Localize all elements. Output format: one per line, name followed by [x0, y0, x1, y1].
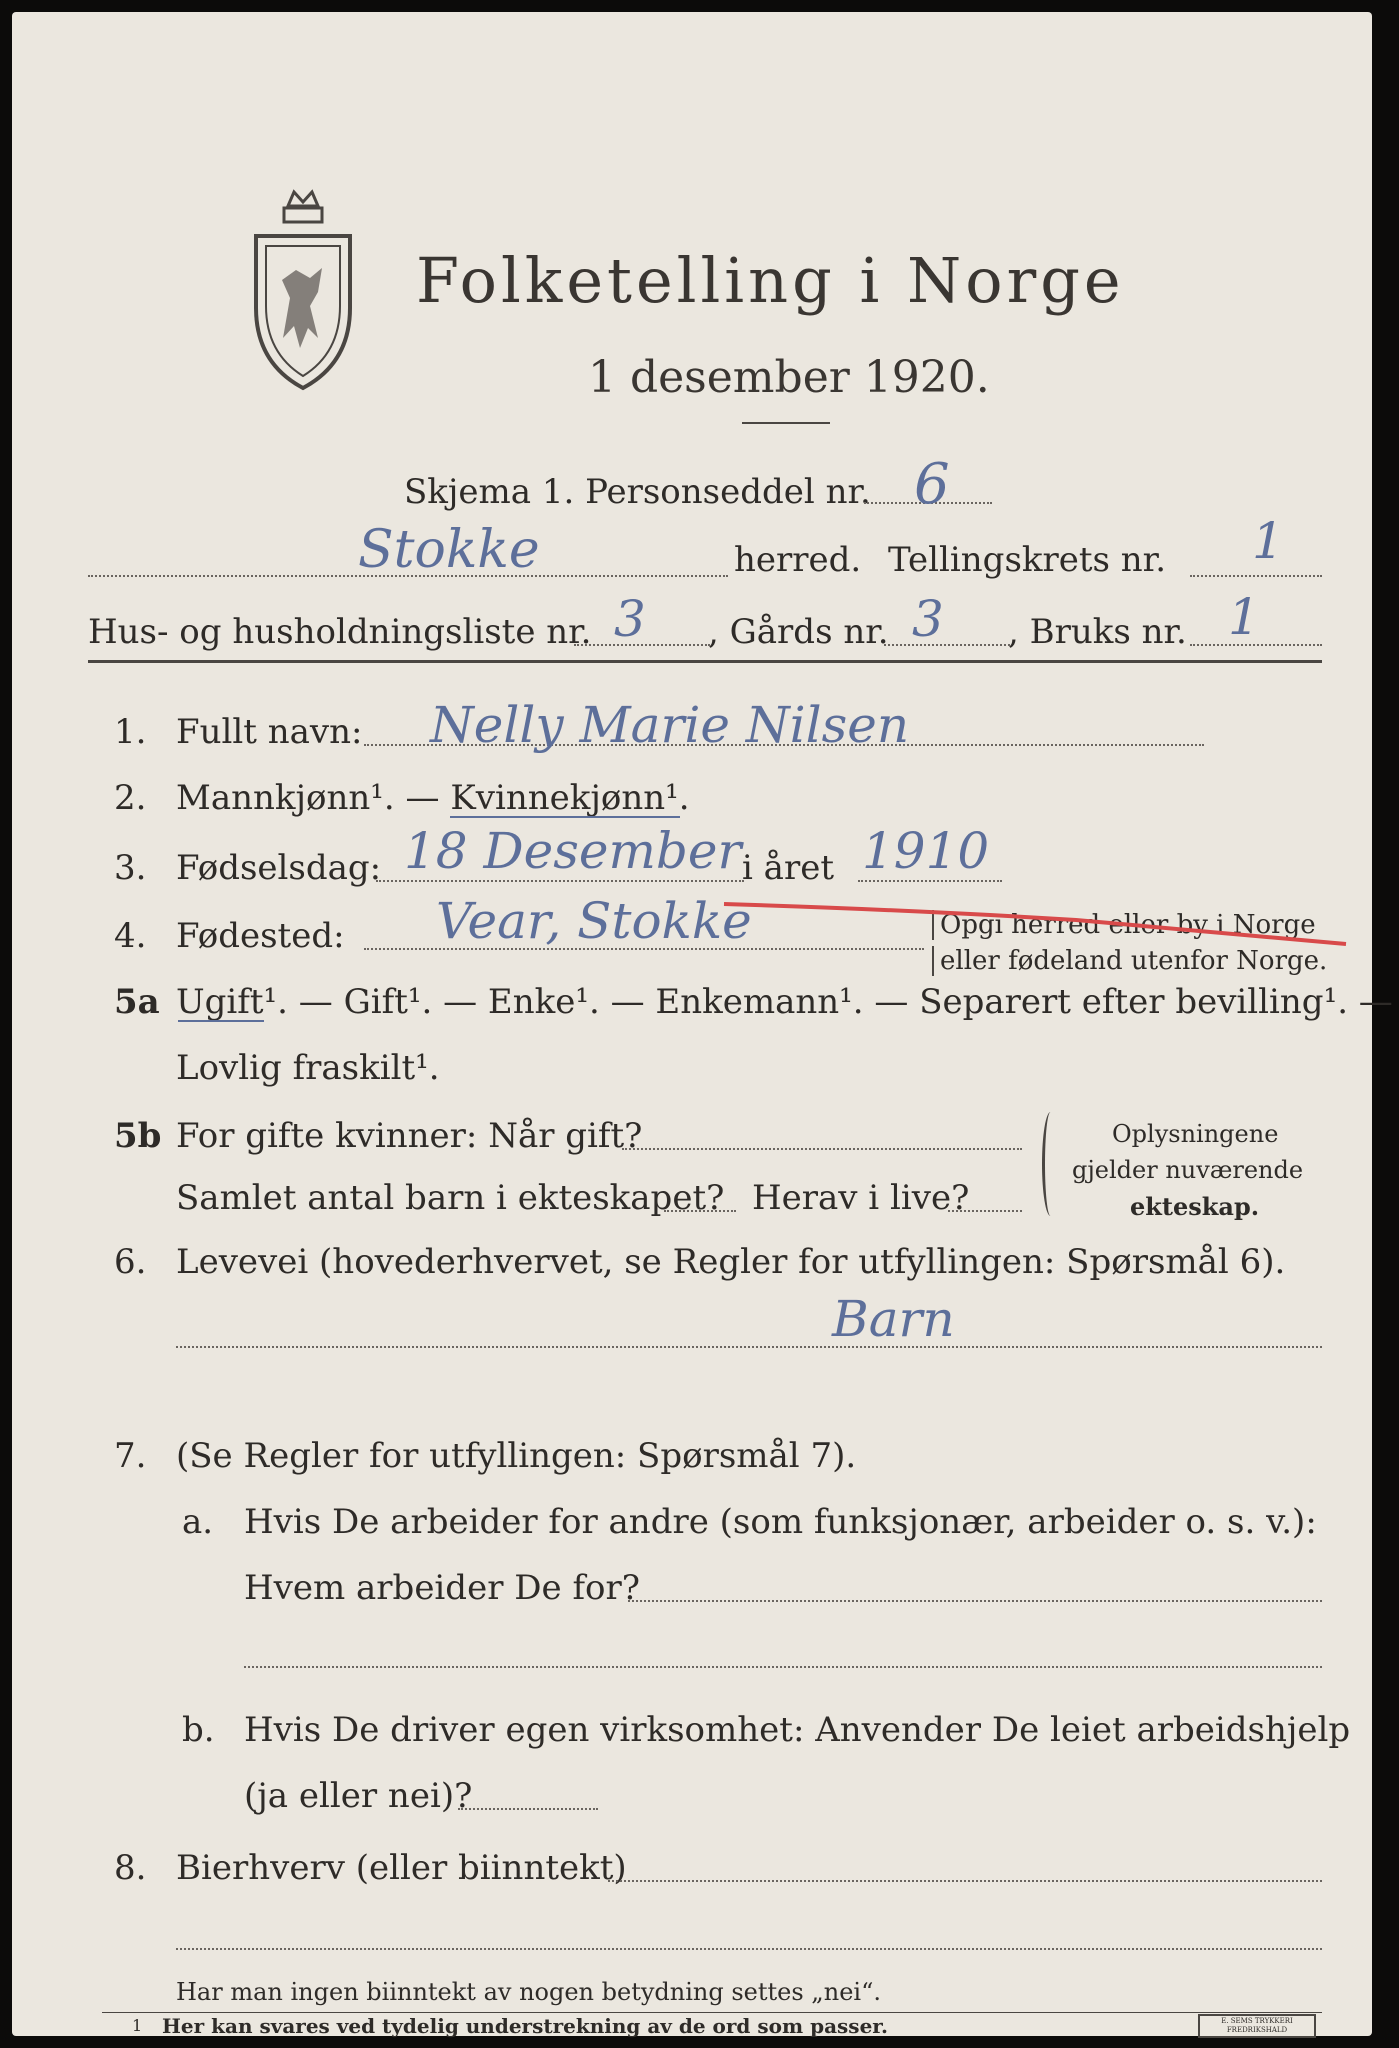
full-name-value: Nelly Marie Nilsen	[430, 696, 910, 754]
q3-number: 3.	[114, 848, 147, 888]
hus-label: Hus- og husholdningsliste nr.	[88, 612, 592, 652]
q8-number: 8.	[114, 1848, 147, 1888]
bruks-value: 1	[1228, 588, 1260, 646]
footer-divider	[102, 2012, 1322, 2013]
aret-label: i året	[742, 848, 834, 888]
q8-text: Bierhverv (eller biinntekt)	[176, 1848, 627, 1888]
census-form	[12, 12, 1393, 2038]
q4-number: 4.	[114, 916, 147, 956]
q7b-question: Hvis De driver egen virksomhet: Anvender De leiet arbeidshjelp	[244, 1710, 1351, 1750]
ugift-underline	[178, 1020, 264, 1022]
q4-label: Fødested:	[176, 916, 345, 956]
herred-label: herred.	[734, 540, 862, 580]
q6-text: Levevei (hovederhvervet, se Regler for utfyllingen: Spørsmål 6).	[176, 1242, 1286, 1282]
q8-line	[608, 1880, 1322, 1882]
q7-text: (Se Regler for utfyllingen: Spørsmål 7).	[176, 1436, 857, 1476]
hus-value: 3	[614, 590, 646, 648]
red-strikethrough	[716, 892, 1356, 962]
birth-year-value: 1910	[862, 822, 990, 880]
q5a-number: 5a	[114, 982, 160, 1022]
q7b-answer-label: (ja eller nei)?	[244, 1776, 473, 1816]
tellingskrets-value: 1	[1252, 512, 1284, 570]
census-date: 1 desember 1920.	[588, 352, 990, 403]
printer-stamp: E. SEMS TRYKKERI FREDRIKSHALD	[1198, 2014, 1316, 2038]
personseddel-value: 6	[914, 452, 950, 517]
gender-underline	[450, 816, 680, 818]
marital-options: Ugift¹. — Gift¹. — Enke¹. — Enkemann¹. — Separert efter bevilling¹. —	[176, 982, 1393, 1022]
q4-note-line2: eller fødeland utenfor Norge.	[932, 946, 1327, 976]
tellingskrets-label: Tellingskrets nr.	[888, 540, 1167, 580]
q7a-employer-label: Hvem arbeider De for?	[244, 1568, 640, 1608]
q5b-brace	[1042, 1112, 1059, 1216]
q3-day-line	[376, 880, 744, 882]
q5b-note-3: ekteskap.	[1130, 1192, 1260, 1221]
herred-value: Stokke	[358, 520, 540, 580]
q5b-note-1: Oplysningene	[1112, 1120, 1279, 1148]
tellingskrets-line	[1190, 575, 1322, 577]
q5b-alive-label: Herav i live?	[752, 1178, 970, 1218]
q7b-answer-line	[458, 1808, 598, 1810]
skjema-label: Skjema 1. Personseddel nr.	[404, 472, 871, 512]
q5b-number: 5b	[114, 1116, 162, 1156]
q5b-married-line	[622, 1148, 1022, 1150]
bruks-label: , Bruks nr.	[1008, 612, 1187, 652]
q7a-employer-line	[628, 1600, 1322, 1602]
gards-line	[884, 644, 1010, 646]
q5b-alive-line	[948, 1210, 1022, 1212]
q3-label: Fødselsdag:	[176, 848, 382, 888]
herred-line	[88, 575, 728, 577]
q7a-question: Hvis De arbeider for andre (som funksjonær, arbeider o. s. v.):	[244, 1502, 1317, 1542]
birth-date-value: 18 Desember	[404, 822, 742, 880]
q5b-note-2: gjelder nuværende	[1072, 1156, 1304, 1184]
q5b-married-when: For gifte kvinner: Når gift?	[176, 1116, 643, 1156]
footnote-marker: 1	[132, 2016, 143, 2035]
form-title: Folketelling i Norge	[416, 244, 1125, 317]
header-divider	[88, 660, 1322, 663]
occupation-value: Barn	[832, 1290, 955, 1348]
title-divider	[742, 422, 830, 424]
q7a-letter: a.	[182, 1502, 214, 1542]
q7b-letter: b.	[182, 1710, 215, 1750]
birthplace-value: Vear, Stokke	[436, 892, 752, 950]
q7-number: 7.	[114, 1436, 147, 1476]
q5b-children-total: Samlet antal barn i ekteskapet?	[176, 1178, 725, 1218]
q4-note-line1: Opgi herred eller by i Norge	[932, 910, 1316, 940]
q6-line	[176, 1346, 1322, 1348]
coat-of-arms-icon	[248, 188, 358, 398]
no-income-note: Har man ingen biinntekt av nogen betydning settes „nei“.	[176, 1978, 881, 2006]
q3-year-line	[858, 880, 1002, 882]
gards-value: 3	[912, 590, 944, 648]
gender-options: Mannkjønn¹. — Kvinnekjønn¹.	[176, 778, 690, 818]
q1-label: Fullt navn:	[176, 712, 363, 752]
q8-extra-line	[176, 1948, 1322, 1950]
footnote-text: Her kan svares ved tydelig understrekning av de ord som passer.	[162, 2014, 888, 2038]
q5b-children-line	[664, 1210, 736, 1212]
marital-options-cont: Lovlig fraskilt¹.	[176, 1048, 440, 1088]
q2-number: 2.	[114, 778, 147, 818]
q7a-extra-line	[244, 1666, 1322, 1668]
q1-number: 1.	[114, 712, 147, 752]
q6-number: 6.	[114, 1242, 147, 1282]
gards-label: , Gårds nr.	[708, 612, 889, 652]
